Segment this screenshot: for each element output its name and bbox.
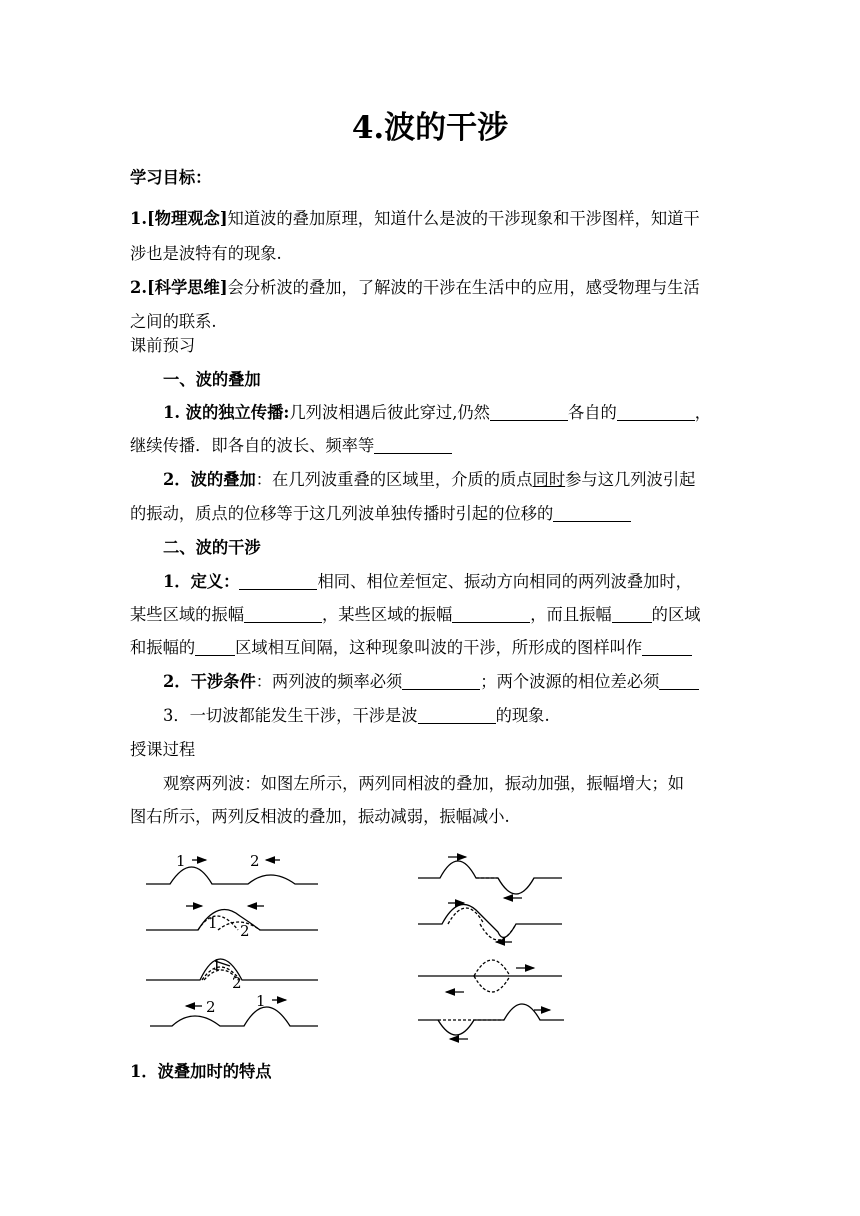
item-label: 2．波的叠加 (163, 470, 256, 489)
answer-blank[interactable] (612, 606, 652, 623)
item-text: 几列波相遇后彼此穿过,仍然 (289, 403, 490, 422)
item-text: 某些区域的振幅 (130, 605, 244, 624)
lesson-paragraph-cont: 图右所示，两列反相波的叠加，振动减弱，振幅减小. (130, 807, 510, 826)
item-text: 区域相互间隔，这种现象叫波的干涉，所形成的图样叫作 (235, 638, 643, 657)
item-text: 相同、相位差恒定、振动方向相同的两列波叠加时， (317, 572, 692, 591)
sub-heading: 1．波叠加时的特点 (130, 1062, 272, 1081)
answer-blank[interactable] (418, 707, 496, 724)
in-phase-superposition-figure (140, 846, 330, 1036)
section-heading: 二、波的干涉 (163, 538, 261, 557)
answer-blank[interactable] (402, 673, 480, 690)
fill-item (163, 401, 730, 425)
wave-label: 2 (240, 922, 250, 940)
fill-item-cont (130, 502, 730, 526)
fill-item-cont (130, 603, 730, 627)
fill-item (163, 468, 730, 492)
preview-heading: 课前预习 (130, 336, 196, 355)
item-text: 参与这几列波引起 (565, 470, 696, 489)
wave-label: 1 (212, 956, 222, 974)
item-text: ，而且振幅 (530, 605, 612, 624)
item-text: 继续传播．即各自的波长、频率等 (130, 436, 375, 455)
goal-item-2 (130, 276, 730, 300)
answer-blank[interactable] (553, 505, 631, 522)
fill-item-cont (130, 434, 730, 458)
goal-text: 会分析波的叠加，了解波的干涉在生活中的应用，感受物理与生活 (227, 278, 700, 297)
wave-label: 1 (208, 914, 218, 932)
fill-item (163, 570, 730, 594)
item-text: ；两个波源的相位差必须 (480, 672, 660, 691)
answer-blank[interactable] (452, 606, 530, 623)
goal-tag: 1.[物理观念] (130, 209, 228, 228)
goals-heading: 学习目标： (130, 168, 212, 187)
wave-label: 2 (250, 852, 260, 870)
item-text: 的区域 (651, 605, 701, 624)
goal-item-1-cont: 涉也是波特有的现象. (130, 244, 282, 263)
answer-blank[interactable] (659, 673, 699, 690)
wave-label: 2 (232, 974, 242, 992)
fill-item (163, 670, 730, 694)
item-label: 1．定义： (163, 572, 240, 591)
answer-blank[interactable] (490, 404, 568, 421)
answer-blank[interactable] (642, 639, 692, 656)
wave-label: 1 (256, 992, 266, 1010)
answer-blank[interactable] (244, 606, 322, 623)
item-text: 3．一切波都能发生干涉，干涉是波 (163, 706, 418, 725)
item-text: 的振动，质点的位移等于这几列波单独传播时引起的位移的 (130, 504, 554, 523)
item-text: ：两列波的频率必须 (255, 672, 403, 691)
fill-item-cont (130, 636, 730, 660)
anti-phase-superposition-figure (412, 846, 572, 1046)
answer-blank[interactable] (374, 437, 452, 454)
fill-item (163, 704, 730, 728)
underlined-text: 同时 (532, 470, 566, 489)
item-label: 1. 波的独立传播: (163, 403, 290, 422)
item-text: 和振幅的 (130, 638, 196, 657)
goal-item-1 (130, 207, 730, 231)
wave-label: 2 (206, 998, 216, 1016)
item-text: 的现象. (495, 706, 550, 725)
lesson-heading: 授课过程 (130, 740, 196, 759)
goal-item-2-cont: 之间的联系. (130, 312, 217, 331)
item-label: 2．干涉条件 (163, 672, 256, 691)
goal-tag: 2.[科学思维] (130, 278, 228, 297)
section-heading: 一、波的叠加 (163, 370, 261, 389)
item-text: ：在几列波重叠的区域里，介质的质点 (255, 470, 533, 489)
answer-blank[interactable] (195, 639, 235, 656)
answer-blank[interactable] (239, 573, 317, 590)
wave-label: 1 (176, 852, 186, 870)
item-text: ，某些区域的振幅 (321, 605, 453, 624)
page-title: 4.波的干涉 (351, 110, 509, 146)
item-text: 各自的 (567, 403, 617, 422)
lesson-paragraph: 观察两列波：如图左所示，两列同相波的叠加，振动加强，振幅增大；如 (163, 774, 685, 793)
answer-blank[interactable] (617, 404, 695, 421)
item-text: ， (694, 403, 712, 422)
goal-text: 知道波的叠加原理，知道什么是波的干涉现象和干涉图样，知道干 (227, 209, 700, 228)
